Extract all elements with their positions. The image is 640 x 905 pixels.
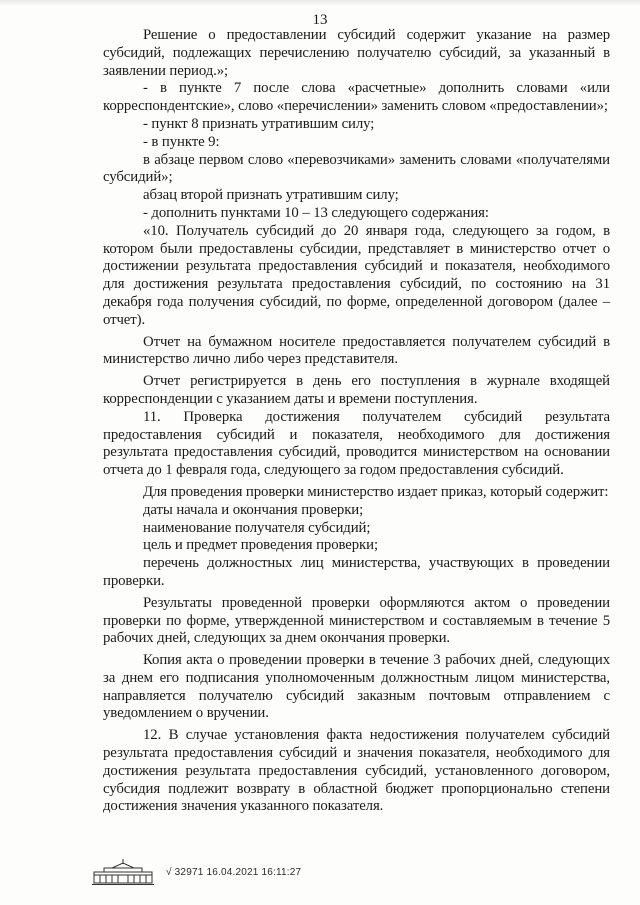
- paragraph: - пункт 8 признать утратившим силу;: [143, 115, 375, 132]
- paragraph: Решение о предоставлении субсидий содержит указание на размер субсидий, подлежащих перечислению получателю субсидий, за указанный в заявлении период.»;: [103, 27, 610, 79]
- list-item: даты начала и окончания проверки;: [143, 501, 364, 518]
- paragraph: «10. Получатель субсидий до 20 января года, следующего за годом, в котором были предоставлены субсидии, представляет в министерство отчет о достижении результата предоставления субсидий и показателя, необходимого для достижения результата предоставления субсидий, по состоянию на 31 декабря года получения субсидий, по форме, определенной договором (далее – отчет).: [103, 222, 610, 328]
- list-item: цель и предмет проведения проверки;: [143, 537, 378, 554]
- scan-edge-shadow: [0, 0, 640, 6]
- document-body: [103, 27, 610, 816]
- paragraph: Отчет на бумажном носителе предоставляется получателем субсидий в министерство лично либо через представителя.: [103, 333, 610, 368]
- document-stamp: √ 32971 16.04.2021 16:11:27: [166, 866, 302, 878]
- paragraph: Отчет регистрируется в день его поступления в журнале входящей корреспонденции с указанием даты и времени поступления.: [103, 373, 610, 407]
- page-number: 13: [312, 12, 328, 28]
- paragraph: - в пункте 7 после слова «расчетные» дополнить словами «или корреспондентские», слово «перечислении» заменить словом «предоставлении»;: [103, 80, 610, 115]
- paragraph: 11. Проверка достижения получателем субсидий результата предоставления субсидий и показателя, необходимого для достижения результата предоставления субсидий, проводится министерством на основании отчета до 1 февраля года, следующего за годом предоставления субсидий.: [103, 408, 610, 479]
- paragraph: - в пункте 9:: [143, 133, 220, 150]
- document-footer: [92, 858, 301, 886]
- list-item: наименование получателя субсидий;: [143, 519, 371, 536]
- paragraph: Для проведения проверки министерство издает приказ, который содержит:: [143, 483, 609, 500]
- paragraph: абзац второй признать утратившим силу;: [143, 187, 399, 204]
- list-item: перечень должностных лиц министерства, участвующих в проведении проверки.: [103, 555, 610, 589]
- government-building-icon: [92, 858, 154, 886]
- paragraph: - дополнить пунктами 10 – 13 следующего содержания:: [143, 204, 489, 221]
- paragraph: 12. В случае установления факта недостижения получателем субсидий результата предоставления субсидий и значения показателя, необходимого для достижения результата предоставления субсидий, установленного договором, субсидия подлежит возврату в областной бюджет пропорционально степени достижения значения указанного показателя.: [103, 727, 610, 815]
- paragraph: Результаты проведенной проверки оформляются актом о проведении проверки по форме, утвержденной министерством и составляемым в течение 5 рабочих дней, следующих за днем окончания проверки.: [103, 594, 610, 647]
- paragraph: в абзаце первом слово «перевозчиками» заменить словами «получателями субсидий»;: [103, 151, 610, 186]
- paragraph: Копия акта о проведении проверки в течение 3 рабочих дней, следующих за днем его подписания уполномоченным должностным лицом министерства, направляется получателю субсидий заказным почтовым отправлением с уведомлением о вручении.: [103, 652, 610, 722]
